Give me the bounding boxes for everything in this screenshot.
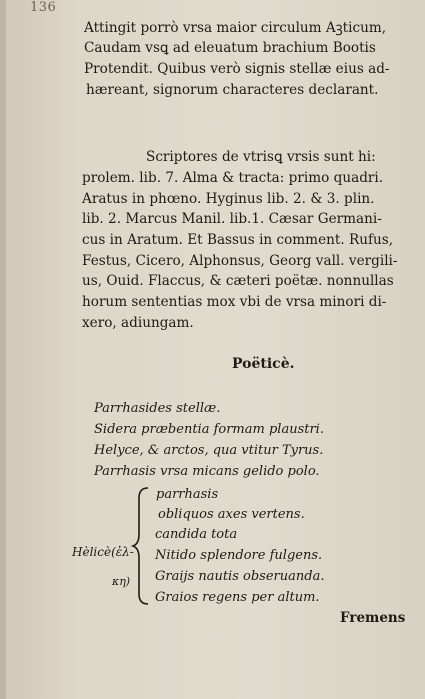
verse-line: Parrhasides stellæ.: [94, 401, 221, 416]
text-line: lib. 2. Marcus Manil. lib.1. Cæsar Germani-: [82, 211, 382, 227]
section-title: Poëticè.: [232, 356, 295, 372]
helice-label-greek: κη): [112, 575, 131, 588]
branch-item: candida tota: [155, 527, 238, 542]
branch-item: Nitido splendore fulgens.: [155, 548, 323, 563]
branch-item: Graijs nautis obseruanda.: [155, 569, 325, 584]
text-line: hæreant, signorum characteres declarant.: [86, 82, 379, 98]
page-number: 136: [30, 0, 57, 15]
helice-label: Hèlicè(ἐλ-: [72, 545, 134, 559]
text-line: Caudam vsꝗ ad eleuatum brachium Bootis: [84, 40, 376, 56]
branch-item: Graios regens per altum.: [155, 590, 320, 605]
text-line: Festus, Cicero, Alphonsus, Georg vall. vergili-: [82, 253, 398, 269]
text-line: Protendit. Quibus verò signis stellæ eius ad-: [84, 61, 390, 77]
verse-line: Sidera præbentia formam plaustri.: [94, 422, 324, 437]
verse-line: Parrhasis vrsa micans gelido polo.: [94, 464, 320, 479]
gutter-shadow: [0, 0, 6, 699]
text-line: Scriptores de vtrisꝗ vrsis sunt hi:: [146, 149, 376, 165]
text-line: Attingit porrò vrsa maior circulum Aꝫticum,: [84, 20, 387, 36]
verse-line: Helyce, & arctos, qua vtitur Tyrus.: [94, 443, 324, 458]
text-line: cus in Aratum. Et Bassus in comment. Rufus,: [82, 232, 394, 248]
text-line: prolem. lib. 7. Alma & tracta: primo quadri.: [82, 170, 384, 186]
text-line: xero, adiungam.: [82, 315, 194, 331]
text-line: horum sententias mox vbi de vrsa minori di-: [82, 294, 387, 310]
curly-brace-icon: [131, 486, 151, 606]
text-line: Aratus in phœno. Hyginus lib. 2. & 3. plin.: [82, 191, 375, 207]
branch-item: obliquos axes vertens.: [158, 507, 305, 522]
catchword: Fremens: [340, 610, 406, 626]
branch-item: parrhasis: [156, 487, 219, 502]
text-line: us, Ouid. Flaccus, & cæteri poëtæ. nonnullas: [82, 273, 394, 289]
